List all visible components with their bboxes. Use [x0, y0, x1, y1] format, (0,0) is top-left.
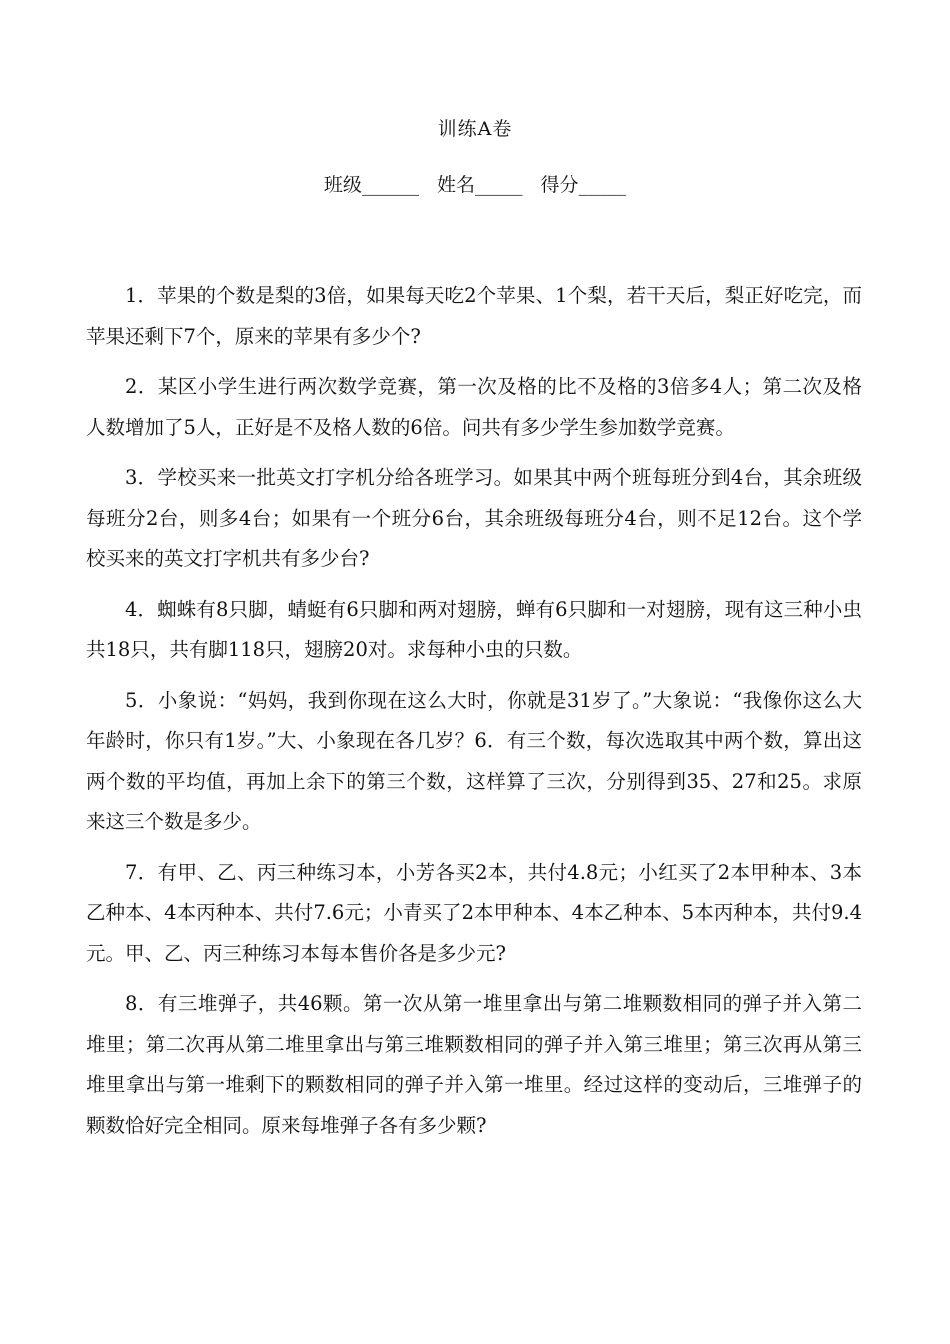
- score-field: [541, 172, 627, 198]
- question-5-6: 5．小象说：“妈妈，我到你现在这么大时，你就是31岁了。”大象说：“我像你这么大年龄时，你只有1岁。”大、小象现在各几岁？6．有三个数，每次选取其中两个数，算出这两个数的平均值，再加上余下的第三个数，这样算了三次，分别得到35、27和25。求原来这三个数是多少。: [86, 688, 862, 833]
- question-4: 4．蜘蛛有8只脚，蜻蜓有6只脚和两对翅膀，蝉有6只脚和一对翅膀，现有这三种小虫共18只，共有脚118只，翅膀20对。求每种小虫的只数。: [86, 597, 862, 661]
- question-7: 7．有甲、乙、丙三种练习本，小芳各买2本，共付4.8元；小红买了2本甲种本、3本乙种本、4本丙种本、共付7.6元；小青买了2本甲种本、4本乙种本、5本丙种本，共付9.4元。甲、乙、丙三种练习本每本售价各是多少元?: [86, 860, 862, 965]
- question-2: 2．某区小学生进行两次数学竞赛，第一次及格的比不及格的3倍多4人；第二次及格人数增加了5人，正好是不及格人数的6倍。问共有多少学生参加数学竞赛。: [86, 375, 862, 439]
- question-3: 3．学校买来一批英文打字机分给各班学习。如果其中两个班每班分到4台，其余班级每班分2台，则多4台；如果有一个班分6台，其余班级每班分4台，则不足12台。这个学校买来的英文打字机共有多少台?: [86, 466, 862, 570]
- class-label: 班级: [323, 174, 362, 196]
- name-field: [437, 172, 523, 198]
- score-label: 得分: [540, 174, 579, 196]
- score-blank: _____: [578, 174, 627, 196]
- question-8: 8．有三堆弹子，共46颗。第一次从第一堆里拿出与第二堆颗数相同的弹子并入第二堆里；第二次再从第二堆里拿出与第三堆颗数相同的弹子并入第三堆里；第三次再从第三堆里拿出与第一堆剩下的颗数相同的弹子并入第一堆里。经过这样的变动后，三堆弹子的颗数恰好完全相同。原来每堆弹子各有多少颗?: [86, 992, 862, 1137]
- class-blank: ______: [361, 174, 419, 196]
- question-1: 1．苹果的个数是梨的3倍，如果每天吃2个苹果、1个梨，若干天后，梨正好吃完，而苹果还剩下7个，原来的苹果有多少个?: [86, 284, 862, 348]
- student-info-line: [0, 172, 950, 198]
- name-label: 姓名: [436, 174, 475, 196]
- question-list: [86, 276, 862, 1156]
- class-field: [324, 172, 419, 198]
- name-blank: _____: [475, 174, 523, 196]
- page-title: 训练A卷: [437, 118, 513, 140]
